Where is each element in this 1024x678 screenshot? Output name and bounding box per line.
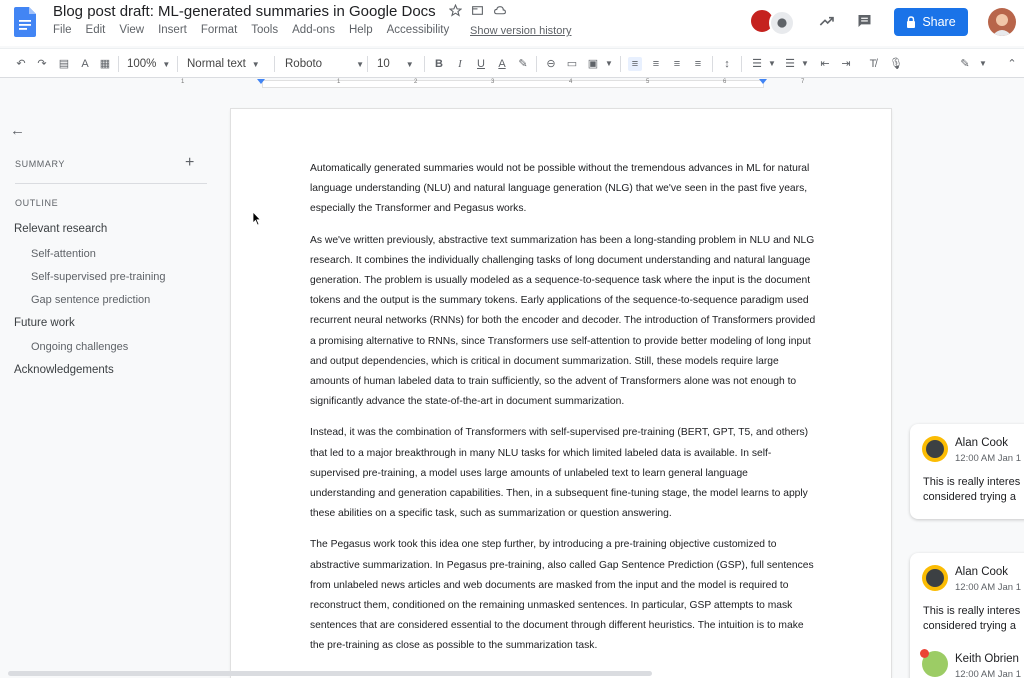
- comment-time: 12:00 AM Jan 1: [955, 582, 1022, 593]
- reply-time: 12:00 AM Jan 1: [955, 669, 1022, 678]
- decrease-indent-icon[interactable]: ⇤: [820, 58, 830, 70]
- font-size-select[interactable]: [377, 57, 414, 71]
- underline-icon[interactable]: U: [477, 58, 485, 70]
- lock-icon: [906, 16, 916, 28]
- activity-dashboard-icon[interactable]: [818, 13, 836, 29]
- insert-image-icon[interactable]: ▣: [587, 58, 599, 70]
- outline-item-gap-sentence-prediction[interactable]: Gap sentence prediction: [31, 294, 151, 306]
- title-bar: [0, 0, 1024, 46]
- outline-item-future-work[interactable]: Future work: [14, 317, 75, 329]
- clear-formatting-icon[interactable]: T̸: [869, 58, 877, 70]
- comment-author: Alan Cook: [955, 566, 1009, 578]
- paragraph[interactable]: The Pegasus work took this idea one step further, by introducing a pre-training objective customized to abstractive summarization. In Pegasus pre-training, also called Gap Sentence Prediction (GSP), full sentences from unlabeled news articles and web documents are masked from the input and the model is required to reconstruct them, conditioned on the remaining unmasked sentences. In particular, GSP attempts to mask sentences that are considered essential to the document through different heuristics. The intuition is to make the pre-training as close as possible to the summarization task.: [310, 539, 814, 652]
- paint-format-icon[interactable]: ▦: [99, 58, 111, 70]
- outline-heading: OUTLINE: [15, 198, 59, 208]
- align-justify-icon[interactable]: ≡: [694, 58, 702, 70]
- document-body[interactable]: [310, 159, 816, 668]
- font-value: Roboto: [285, 58, 323, 70]
- commenter-avatar: [922, 565, 948, 591]
- menu-tools[interactable]: Tools: [251, 24, 279, 36]
- outline-item-acknowledgements[interactable]: Acknowledgements: [14, 364, 114, 376]
- menu-bar: [53, 24, 463, 36]
- menu-file[interactable]: File: [53, 24, 72, 36]
- chevron-down-icon[interactable]: ▼: [979, 59, 987, 68]
- collaborator-avatars[interactable]: [749, 8, 797, 36]
- present-icon[interactable]: [769, 10, 795, 36]
- outline-item-relevant-research[interactable]: Relevant research: [14, 223, 108, 235]
- ruler-number: 6: [723, 79, 727, 85]
- menu-view[interactable]: View: [119, 24, 145, 36]
- account-avatar[interactable]: [988, 8, 1016, 36]
- zoom-select[interactable]: [127, 57, 170, 71]
- align-right-icon[interactable]: ≡: [673, 58, 681, 70]
- menu-format[interactable]: Format: [200, 24, 238, 36]
- comment-history-icon[interactable]: [856, 13, 873, 29]
- ruler-number: 7: [801, 79, 805, 85]
- horizontal-scrollbar[interactable]: [8, 671, 652, 676]
- menu-insert[interactable]: Insert: [158, 24, 187, 36]
- comment-text: considered trying a: [923, 491, 1016, 503]
- share-label: Share: [922, 15, 956, 29]
- outline-item-self-attention[interactable]: Self-attention: [31, 248, 96, 260]
- chevron-down-icon: ▼: [405, 59, 414, 69]
- text-color-icon[interactable]: A: [498, 58, 506, 70]
- redo-icon[interactable]: ↷: [37, 58, 47, 70]
- menu-accessibility[interactable]: Accessibility: [386, 24, 450, 36]
- line-spacing-icon[interactable]: ↕: [724, 58, 730, 70]
- bold-icon[interactable]: B: [435, 58, 443, 70]
- add-comment-icon[interactable]: ▭: [566, 58, 578, 70]
- chevron-down-icon: ▼: [162, 59, 171, 69]
- cloud-status-icon[interactable]: [493, 4, 507, 18]
- increase-indent-icon[interactable]: ⇥: [841, 58, 851, 70]
- checklist-icon[interactable]: ☰: [752, 58, 762, 70]
- right-indent-marker[interactable]: [759, 79, 767, 84]
- font-size-value: 10: [377, 58, 390, 70]
- share-button[interactable]: [894, 8, 968, 36]
- chevron-down-icon: ▼: [356, 59, 365, 69]
- add-summary-icon[interactable]: +: [185, 154, 195, 171]
- highlight-icon[interactable]: ✎: [518, 58, 528, 70]
- ruler-number: 3: [491, 79, 495, 85]
- paragraph[interactable]: As we've written previously, abstractive text summarization has been a long-standing problem in NLU and NLG research. It combines the individually challenging tasks of long document understanding and natural language generation. The problem is usually modeled as a sequence-to-sequence task where the input is the document tokens and the output is the summary tokens. Early applications of the sequence-to-sequence paradigm used recurrent neural networks (RNNs) for both the encoder and decoder. The introduction of Transformers provided a promising alternative to RNNs, since Transformers use self-attention to provide better modeling of long input and output dependencies, which is critical in document summarization. Still, these models require large amounts of human labeled data to train sufficiently, so the advent of Transformers alone was not enough to significantly advance the state-of-the-art in document summarization.: [310, 234, 816, 408]
- zoom-value: 100%: [127, 58, 157, 70]
- chevron-down-icon[interactable]: ▼: [801, 59, 809, 68]
- chevron-down-icon: ▼: [251, 59, 260, 69]
- style-select[interactable]: [187, 57, 260, 71]
- document-page[interactable]: [231, 109, 891, 678]
- menu-add-ons[interactable]: Add-ons: [292, 24, 335, 36]
- spellcheck-icon[interactable]: A: [81, 58, 89, 70]
- voice-typing-icon[interactable]: 🎙: [889, 58, 903, 70]
- reply-author: Keith Obrien: [955, 653, 1019, 665]
- formatting-toolbar: [0, 48, 1024, 78]
- star-icon[interactable]: [449, 4, 463, 18]
- align-center-icon[interactable]: ≡: [652, 58, 660, 70]
- chevron-down-icon[interactable]: ▼: [605, 59, 613, 68]
- ruler-number: 2: [414, 79, 418, 85]
- notification-dot: [920, 649, 929, 658]
- left-indent-marker[interactable]: [257, 79, 265, 84]
- version-history-link[interactable]: Show version history: [470, 25, 572, 37]
- undo-icon[interactable]: ↶: [16, 58, 26, 70]
- comment-time: 12:00 AM Jan 1: [955, 453, 1022, 464]
- comment-text: This is really interes: [923, 605, 1021, 617]
- style-value: Normal text: [187, 58, 246, 70]
- ruler-number: 1: [337, 79, 341, 85]
- italic-icon[interactable]: I: [458, 58, 462, 70]
- ruler-number: 5: [646, 79, 650, 85]
- document-title[interactable]: Blog post draft: ML-generated summaries in Google Docs: [53, 3, 436, 20]
- chevron-down-icon[interactable]: ▼: [768, 59, 776, 68]
- editing-mode-icon[interactable]: ✎: [960, 58, 970, 70]
- commenter-avatar: [922, 436, 948, 462]
- ruler[interactable]: [0, 79, 1024, 89]
- summary-heading: SUMMARY: [15, 159, 66, 169]
- paragraph[interactable]: Instead, it was the combination of Transformers with self-supervised pre-training (BERT, GPT, T5, and others) that led to a major breakthrough in many NLU tasks for which limited labeled data is available. In self-supervised pre-training, a model uses large amounts of unlabeled text to learn general language understanding and generation capabilities. Then, in a subsequent fine-tuning stage, the model learns to apply these abilities on a specific task, such as summarization or question answering.: [310, 427, 809, 520]
- menu-help[interactable]: Help: [348, 24, 373, 36]
- insert-link-icon[interactable]: ⊖: [546, 58, 556, 70]
- outline-item-ongoing-challenges[interactable]: Ongoing challenges: [31, 341, 129, 353]
- back-arrow-icon[interactable]: ←: [10, 122, 25, 139]
- comment-text: considered trying a: [923, 620, 1016, 632]
- ruler-number: 1: [181, 79, 185, 85]
- print-icon[interactable]: ▤: [58, 58, 70, 70]
- collapse-menus-icon[interactable]: ⌃: [1007, 58, 1017, 70]
- comment-card[interactable]: [910, 424, 1024, 519]
- comment-author: Alan Cook: [955, 437, 1009, 449]
- outline-item-self-supervised-pre-training[interactable]: Self-supervised pre-training: [31, 271, 166, 283]
- bulleted-list-icon[interactable]: ☰: [785, 58, 795, 70]
- move-folder-icon[interactable]: [471, 4, 485, 18]
- align-left-icon[interactable]: ≡: [628, 57, 642, 71]
- docs-logo-icon[interactable]: [14, 7, 36, 37]
- paragraph[interactable]: Automatically generated summaries would not be possible without the tremendous advances in ML for natural language understanding (NLU) and natural language generation (NLG) that we've seen in the past five years, especially the Transformer and Pegasus works.: [310, 163, 810, 215]
- ruler-number: 4: [569, 79, 573, 85]
- font-select[interactable]: [285, 57, 364, 71]
- mouse-cursor-icon: [252, 211, 262, 226]
- comment-text: This is really interes: [923, 476, 1021, 488]
- menu-edit[interactable]: Edit: [85, 24, 106, 36]
